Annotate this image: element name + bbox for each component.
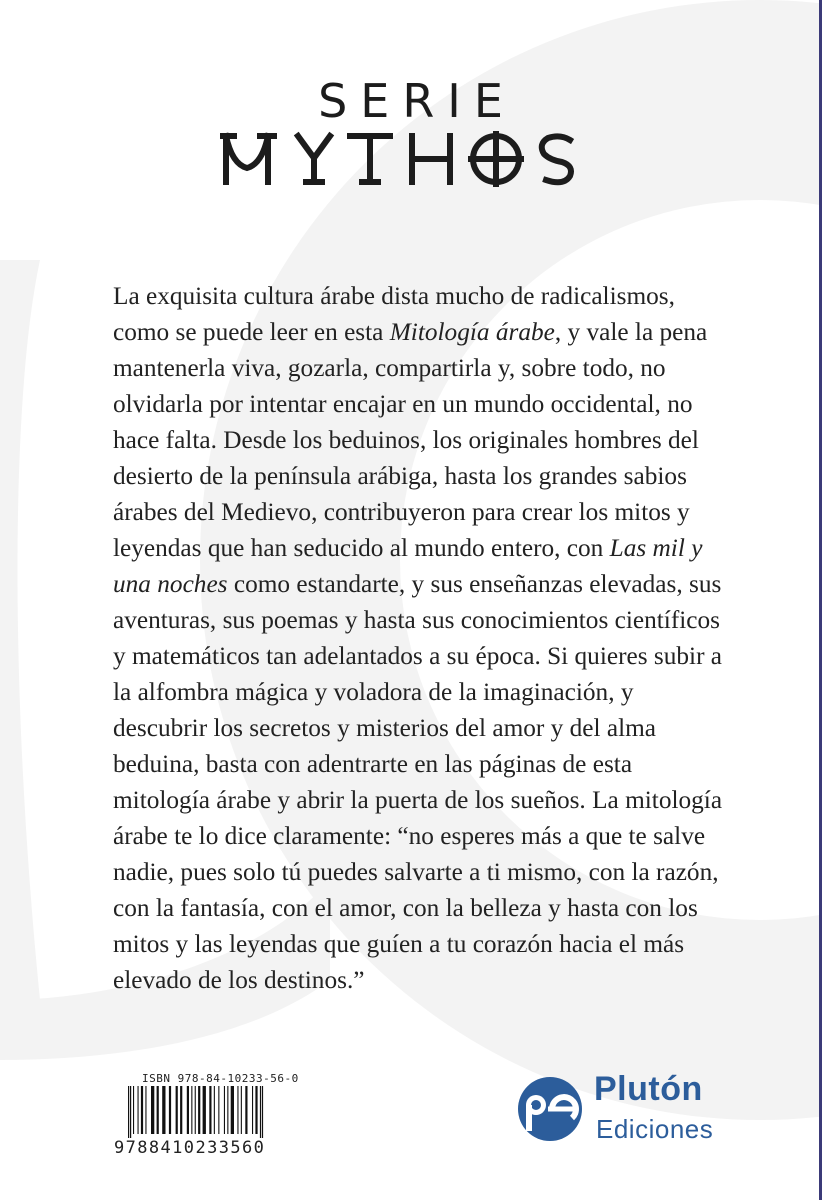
barcode-bar	[195, 1086, 196, 1134]
barcode-guard-bar	[260, 1086, 261, 1138]
barcode-bar	[203, 1086, 206, 1134]
blurb-title-mitologia: Mitología árabe	[389, 318, 555, 346]
barcode-bar	[241, 1086, 242, 1134]
barcode-bar	[191, 1086, 192, 1134]
barcode-bar	[162, 1086, 165, 1134]
barcode-bar	[245, 1086, 247, 1134]
barcode-bar	[141, 1086, 143, 1134]
barcode-bar	[237, 1086, 238, 1134]
barcode-bar	[214, 1086, 215, 1134]
blurb-text-2: , y vale la pena mantenerla viva, gozarla, compartirla y, sobre todo, no olvidarla por intentar encajar en un mundo occidental, no hace falta. Desde los beduinos, los originales hombres del desierto de la península arábiga, hasta los grandes sabios árabes del Medievo, contribuyeron para crear los mitos y leyendas que han seducido al mundo entero, con	[113, 318, 708, 562]
barcode-bar	[187, 1086, 189, 1134]
isbn-barcode	[114, 1070, 317, 1160]
barcode-guard-bar	[128, 1086, 129, 1138]
barcode-bar	[209, 1086, 211, 1134]
barcode-bar	[169, 1086, 171, 1134]
back-cover-blurb	[113, 278, 733, 998]
barcode-bar	[157, 1086, 159, 1134]
barcode-bar	[133, 1086, 134, 1134]
blurb-title-mil-noches: Las mil y una noches	[113, 534, 703, 598]
pluton-logo-icon	[512, 1075, 602, 1147]
series-title-mythos	[220, 128, 580, 188]
barcode-bars	[114, 1086, 317, 1138]
barcode-bar	[227, 1086, 228, 1134]
barcode-bar	[252, 1086, 253, 1134]
mythos-wordmark	[220, 128, 580, 188]
barcode-bar	[138, 1086, 139, 1134]
blurb-text-3: como estandarte, y sus enseñanzas elevadas, sus aventuras, sus poemas y hasta sus conocimientos científicos y matemáticos tan adelantados a su época. Si quieres subir a la alfombra mágica y voladora de la imaginación, y descubrir los secretos y misterios del amor y del alma beduina, basta con adentrarte en las páginas de esta mitología árabe y abrir la puerta de los sueños. La mitología árabe te lo dice claramente: “no esperes más a que te salve nadie, pues solo tú puedes salvarte a ti mismo, con la razón, con la fantasía, con el amor, con la belleza y hasta con los mitos y las leyendas que guíen a tu corazón hacia el más elevado de los destinos.”	[113, 570, 723, 994]
barcode-guard-bar	[262, 1086, 263, 1138]
barcode-bar	[145, 1086, 146, 1134]
barcode-bar	[151, 1086, 154, 1134]
blurb-text-1: La exquisita cultura árabe dista mucho de radicalismos, como se puede leer en esta	[113, 282, 675, 346]
barcode-bar	[198, 1086, 200, 1134]
publisher-name: Plutón	[594, 1070, 703, 1108]
publisher-subtitle: Ediciones	[596, 1114, 714, 1144]
barcode-bar	[218, 1086, 219, 1134]
barcode-guard-bar	[130, 1086, 131, 1138]
barcode-bar	[180, 1086, 182, 1134]
barcode-bar	[224, 1086, 225, 1134]
barcode-bar	[231, 1086, 234, 1134]
barcode-bar	[255, 1086, 257, 1134]
series-label: SERIE	[318, 74, 516, 128]
barcode-number: 9788410233560	[114, 1138, 266, 1158]
isbn-label: ISBN 978-84-10233-56-0	[142, 1072, 299, 1085]
barcode-bar	[176, 1086, 178, 1134]
